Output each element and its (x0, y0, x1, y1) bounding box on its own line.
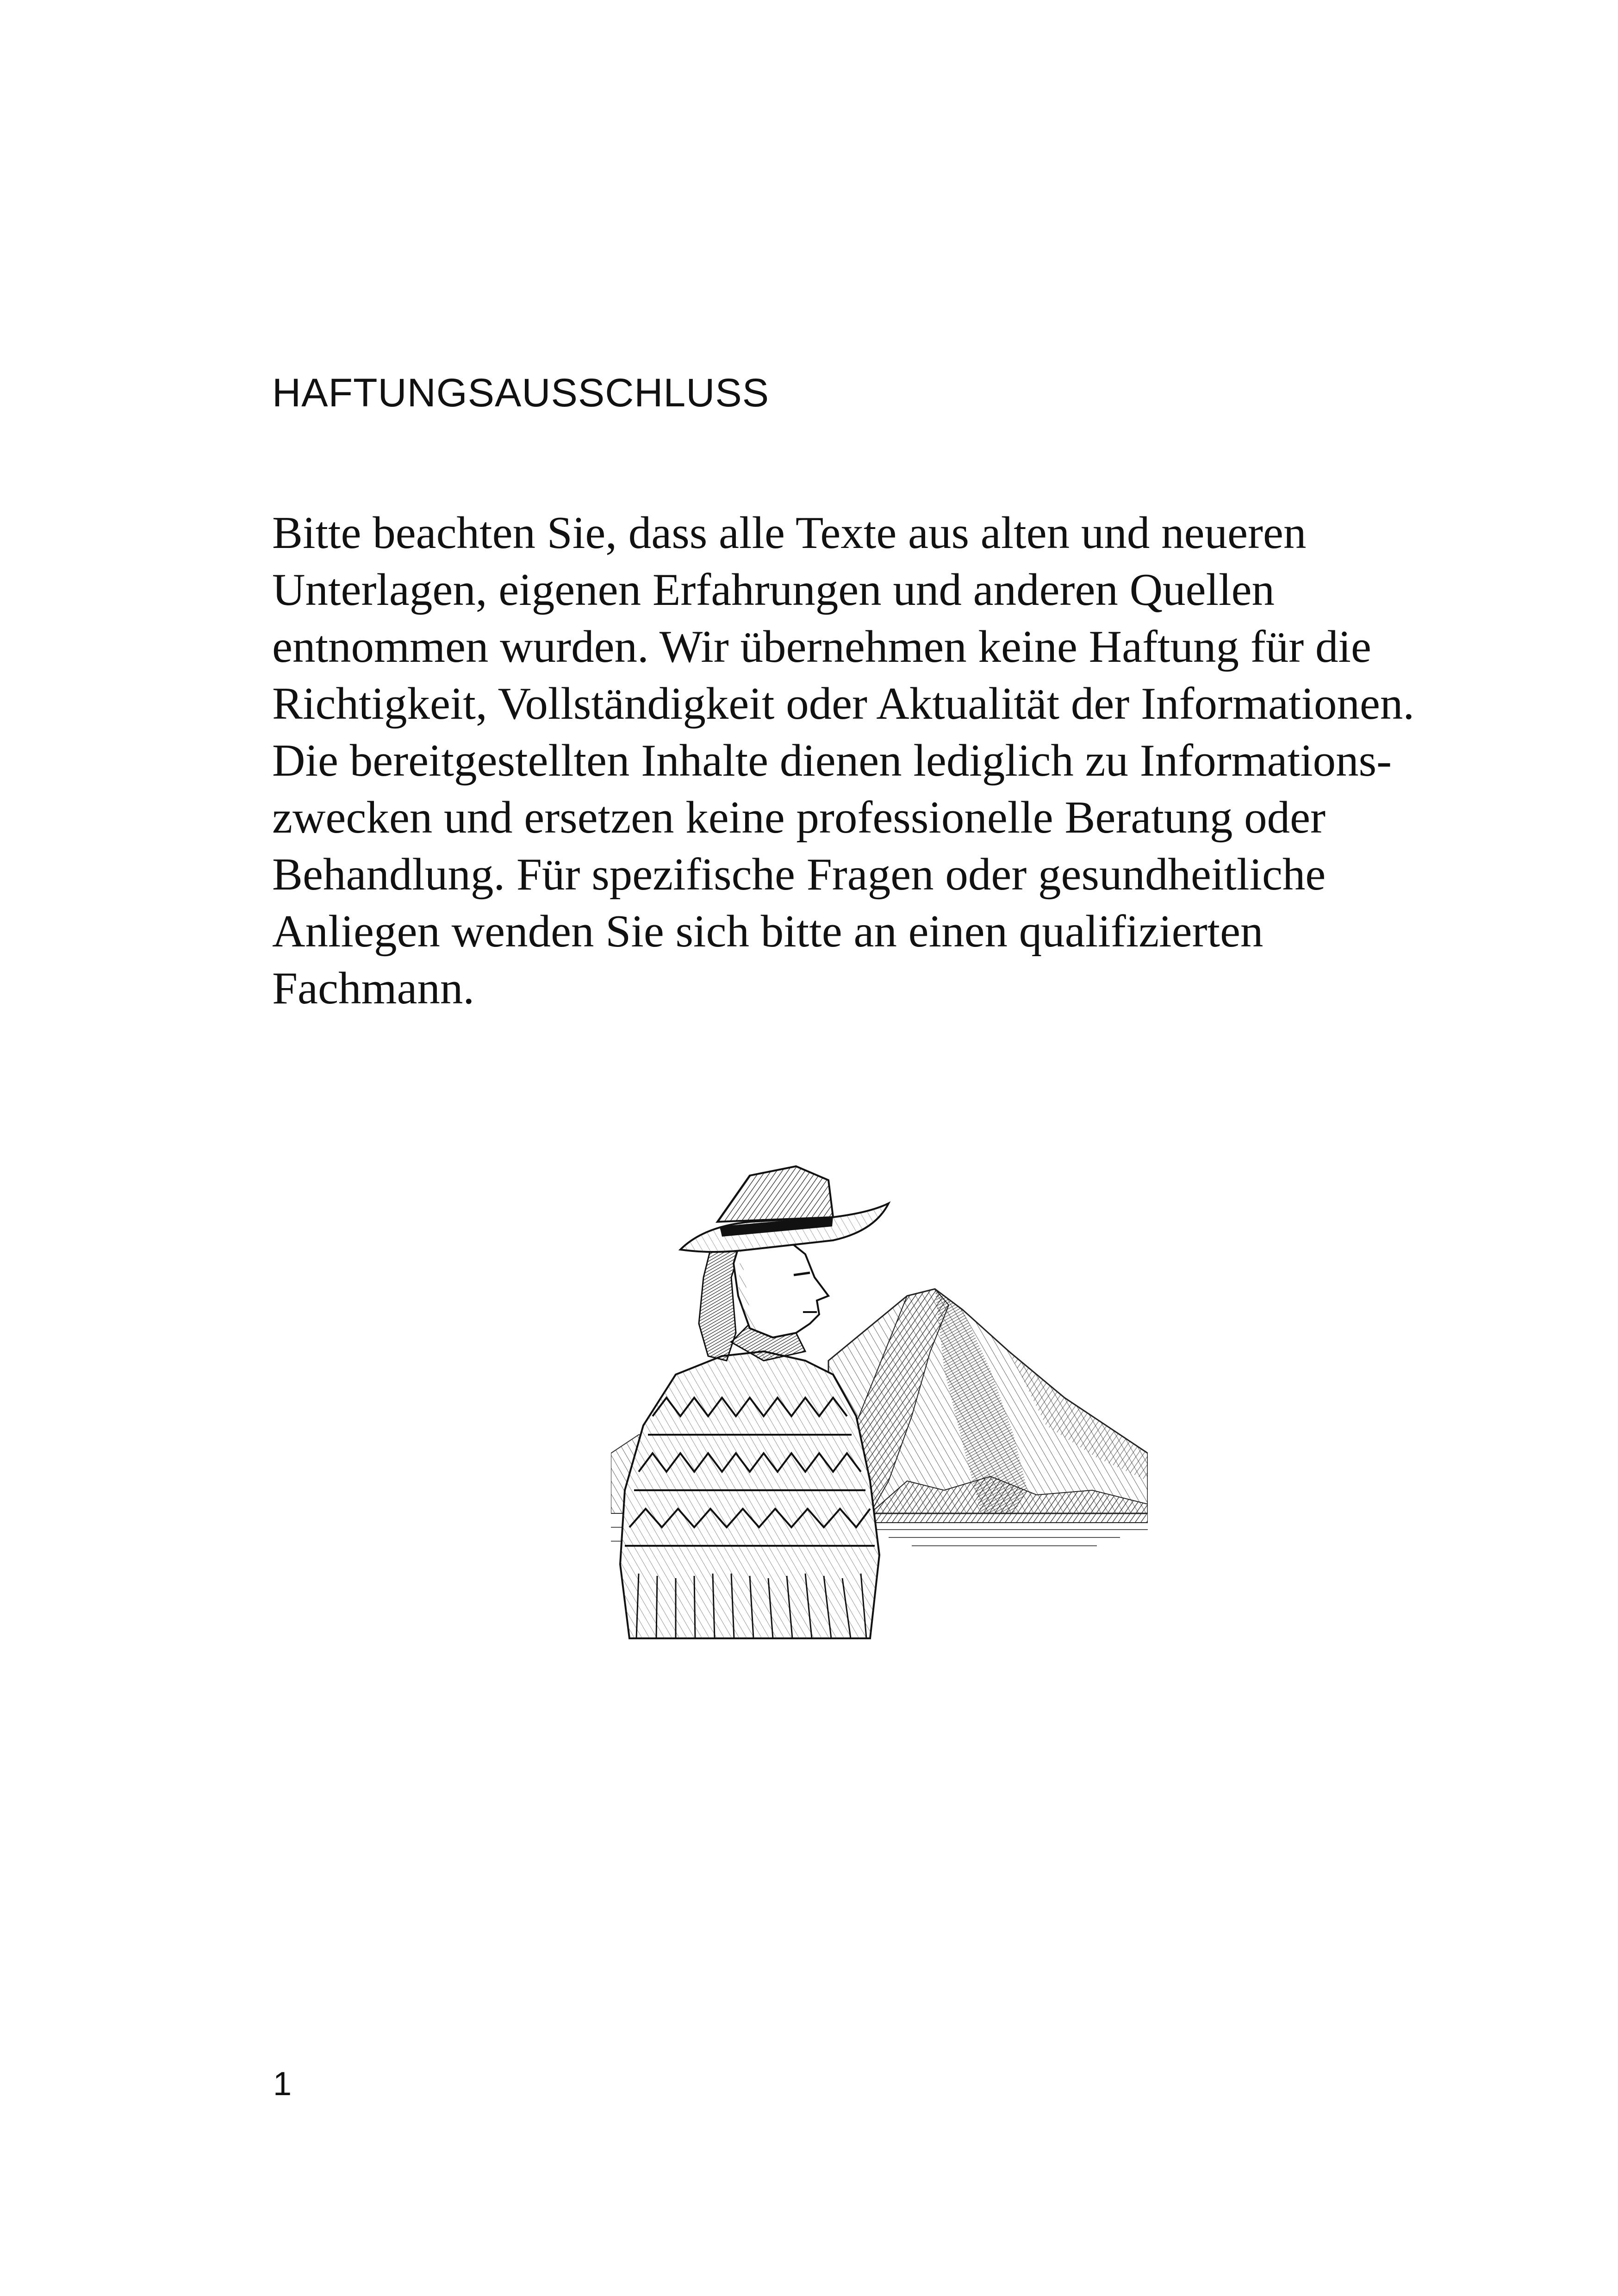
paragraph-line: zwecken und ersetzen keine professionelle Beratung oder (272, 792, 1326, 843)
paragraph-line: Behandlung. Für spezifische Fragen oder gesundheitliche (272, 849, 1326, 900)
disclaimer-paragraph (272, 504, 1475, 1017)
paragraph-line: Fachmann. (272, 963, 475, 1014)
man-figure (620, 1166, 889, 1638)
paragraph-line: Anliegen wenden Sie sich bitte an einen qualifizierten (272, 906, 1263, 957)
paragraph-line: Bitte beachten Sie, dass alle Texte aus alten und neueren (272, 508, 1307, 558)
page-title: HAFTUNGSAUSSCHLUSS (272, 371, 770, 415)
paragraph-line: Richtigkeit, Vollständigkeit oder Aktualität der Informationen. (272, 678, 1415, 729)
paragraph-line: Unterlagen, eigenen Erfahrungen und anderen Quellen (272, 565, 1275, 615)
paragraph-line: entnommen wurden. Wir übernehmen keine Haftung für die (272, 622, 1371, 672)
page-number: 1 (273, 2066, 292, 2103)
andean-man-volcano-illustration (611, 1157, 1148, 1648)
paragraph-line: Die bereitgestellten Inhalte dienen lediglich zu Informations- (272, 735, 1392, 786)
